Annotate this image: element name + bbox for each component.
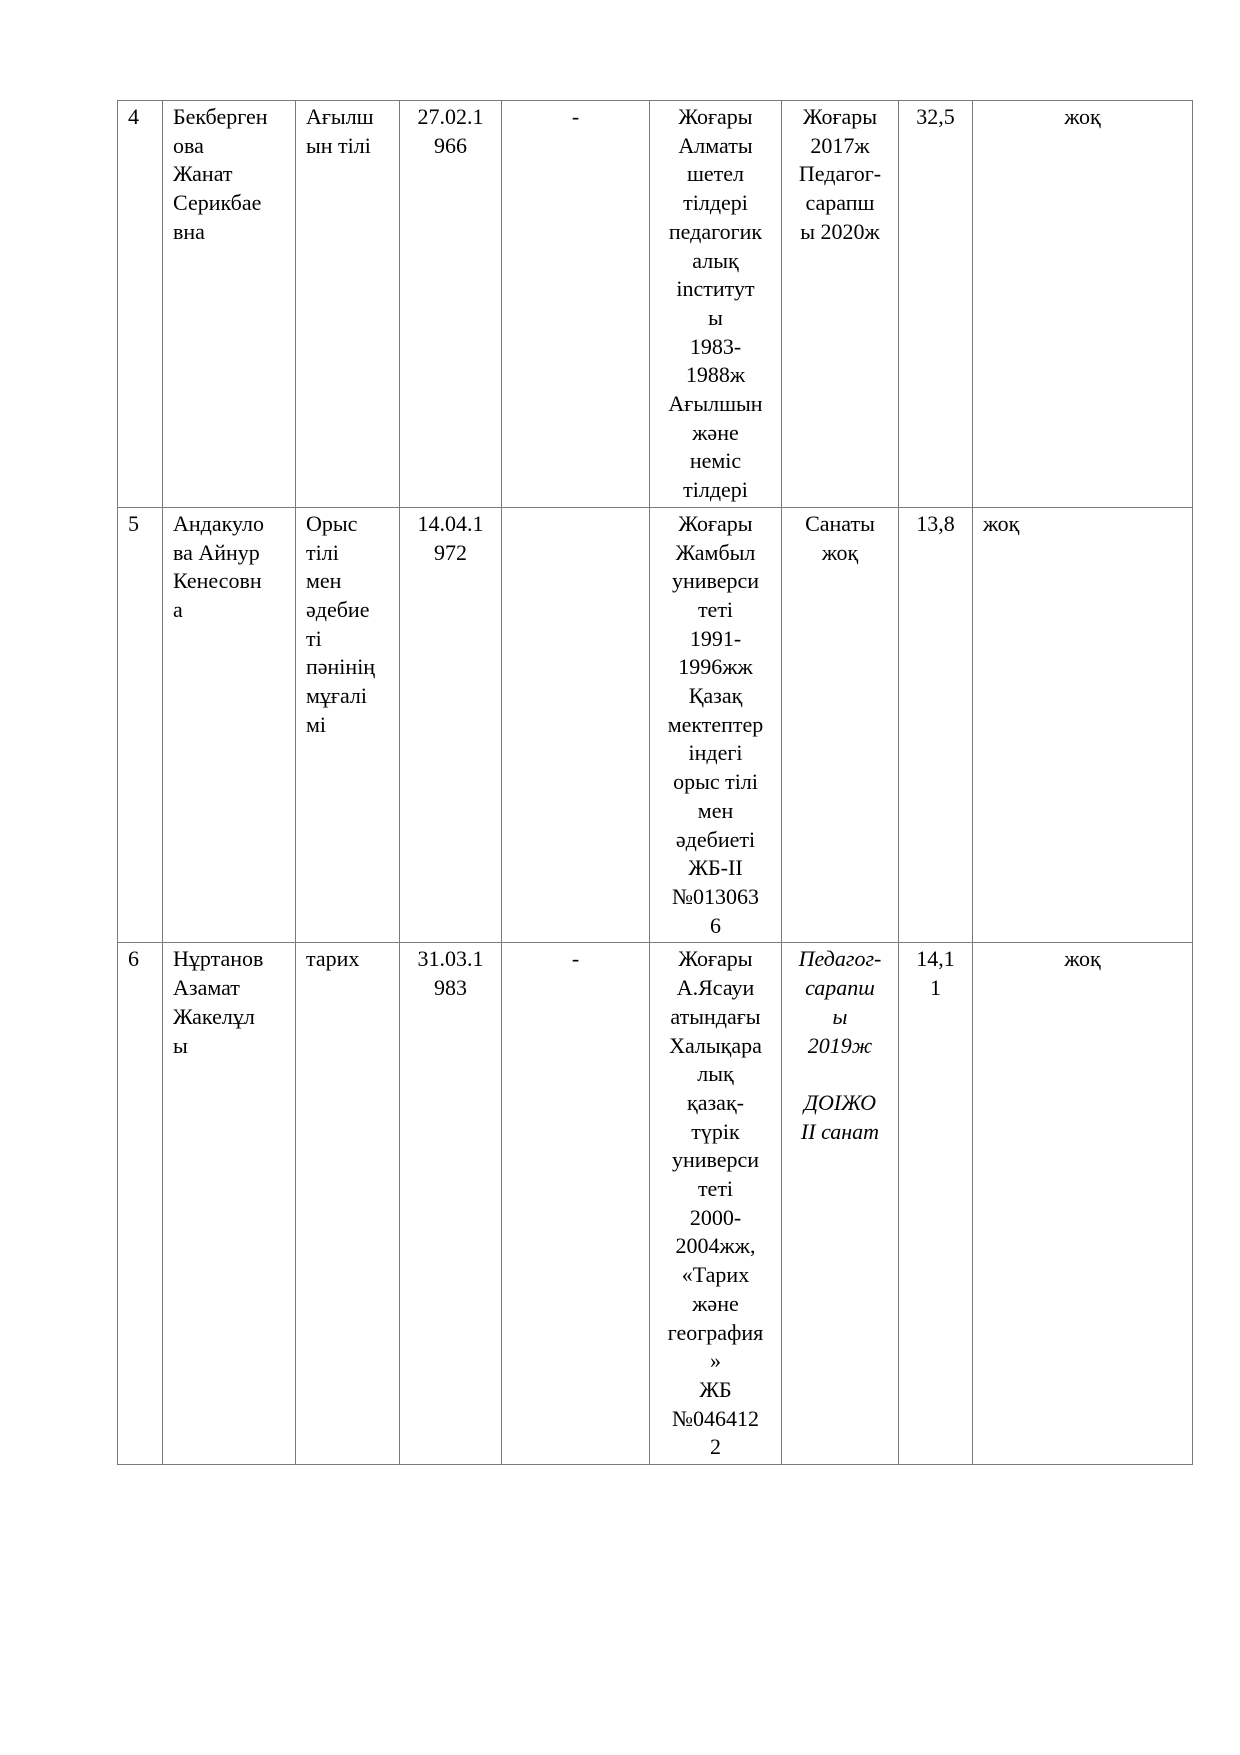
- name-cell: Андакуло ва Айнур Кенесовн а: [163, 507, 296, 943]
- table-row: [118, 943, 1193, 1465]
- row-number-cell: 6: [118, 943, 163, 1465]
- last-cell: жоқ: [973, 101, 1193, 508]
- education-cell: Жоғары А.Ясауи атындағы Халықара лық қазақ- түрік универси теті 2000- 2004жж, «Тарих және география » ЖБ №046412 2: [650, 943, 782, 1465]
- education-cell: Жоғары Жамбыл универси теті 1991- 1996жж Қазақ мектептер індегі орыс тілі мен әдебиеті ЖБ-II №013063 6: [650, 507, 782, 943]
- category-cell: Педагог- сарапш ы 2019ж ДОІЖО II санат: [782, 943, 899, 1465]
- row-number-cell: 5: [118, 507, 163, 943]
- name-cell: Бекберген ова Жанат Серикбае вна: [163, 101, 296, 508]
- category-cell: Жоғары 2017ж Педагог- сарапш ы 2020ж: [782, 101, 899, 508]
- education-cell: Жоғары Алматы шетел тілдері педагогик алық inститут ы 1983- 1988ж Ағылшын және неміс тілдері: [650, 101, 782, 508]
- birth-date-cell: 31.03.1 983: [400, 943, 502, 1465]
- name-cell: Нұртанов Азамат Жакелұл ы: [163, 943, 296, 1465]
- subject-cell: Орыс тілі мен әдебие ті пәнінің мұғалі мі: [296, 507, 400, 943]
- table-row: [118, 507, 1193, 943]
- subject-cell: Ағылш ын тілі: [296, 101, 400, 508]
- experience-cell: 32,5: [899, 101, 973, 508]
- subject-cell: тарих: [296, 943, 400, 1465]
- last-cell: жоқ: [973, 507, 1193, 943]
- last-cell: жоқ: [973, 943, 1193, 1465]
- row-number-cell: 4: [118, 101, 163, 508]
- staff-table: [117, 100, 1193, 1465]
- dash-cell: -: [502, 943, 650, 1465]
- birth-date-cell: 27.02.1 966: [400, 101, 502, 508]
- dash-cell: -: [502, 101, 650, 508]
- experience-cell: 14,1 1: [899, 943, 973, 1465]
- birth-date-cell: 14.04.1 972: [400, 507, 502, 943]
- category-cell: Санаты жоқ: [782, 507, 899, 943]
- experience-cell: 13,8: [899, 507, 973, 943]
- table-row: [118, 101, 1193, 508]
- dash-cell: [502, 507, 650, 943]
